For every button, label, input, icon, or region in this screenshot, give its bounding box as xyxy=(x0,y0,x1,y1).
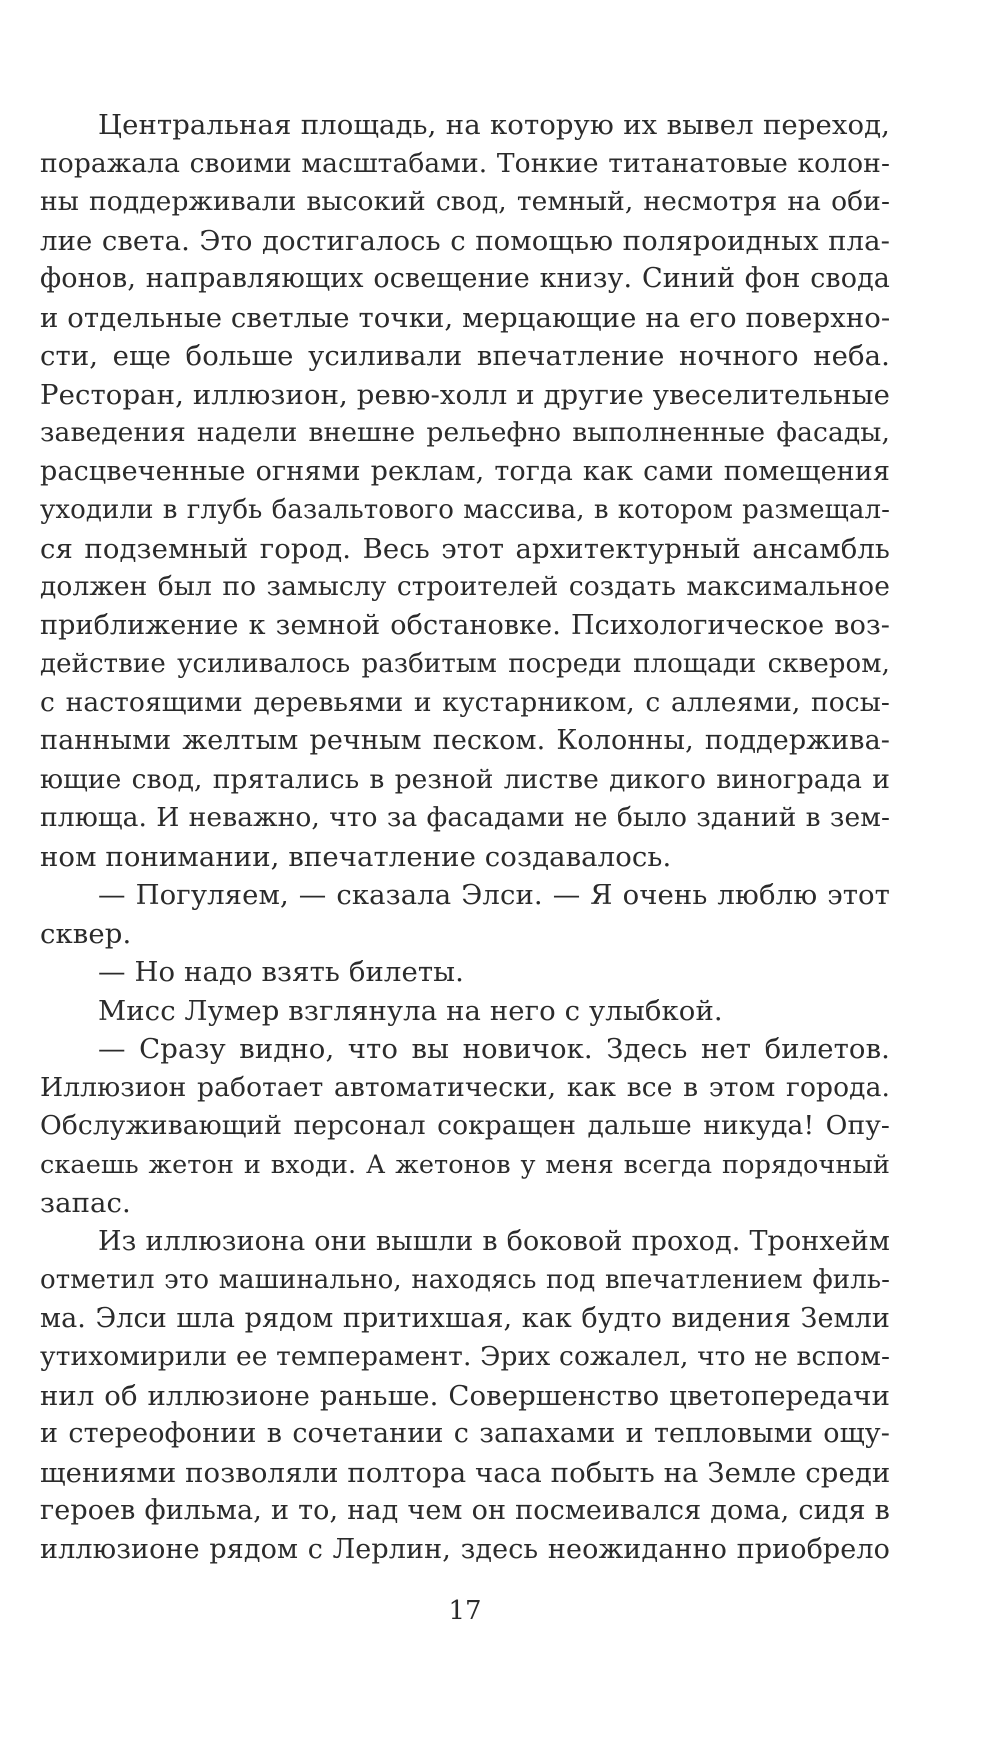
text-line: с настоящими деревьями и кустарником, с аллеями, посы- xyxy=(40,686,890,718)
text-line: запас. xyxy=(40,1187,131,1219)
text-line: плюща. И неважно, что за фасадами не было зданий в зем- xyxy=(40,802,890,833)
text-line: фонов, направляющих освещение книзу. Синий фон свода xyxy=(40,263,890,294)
text-line: действие усиливалось разбитым посреди площади сквером, xyxy=(40,649,890,679)
text-line: — Но надо взять билеты. xyxy=(98,956,465,988)
text-line: ся подземный город. Весь этот архитектурный ансамбль xyxy=(40,532,890,565)
text-line: Ресторан, иллюзион, ревю-холл и другие увеселительные xyxy=(40,378,890,411)
text-line: отметил это машинально, находясь под впечатлением филь- xyxy=(40,1265,890,1295)
text-line: ющие свод, прятались в резной листве дикого винограда и xyxy=(40,763,890,795)
text-line: щениями позволяли полтора часа побыть на Земле среди xyxy=(40,1456,891,1489)
text-line: скаешь жетон и входи. А жетонов у меня всегда порядочный xyxy=(40,1149,890,1180)
text-line: ма. Элси шла рядом притихшая, как будто видения Земли xyxy=(40,1302,890,1334)
text-line: иллюзионе рядом с Лерлин, здесь неожиданно приобрело xyxy=(40,1533,890,1565)
text-line: сквер. xyxy=(40,917,132,950)
page-number: 17 xyxy=(448,1596,482,1626)
text-line: и стереофонии в сочетании с запахами и тепловыми ощу- xyxy=(40,1418,890,1449)
text-line: заведения надели внешне рельефно выполненные фасады, xyxy=(40,417,890,448)
text-line: должен был по замыслу строителей создать максимальное xyxy=(40,571,890,602)
text-line: приближение к земной обстановке. Психологическое воз- xyxy=(40,609,890,641)
text-line: Мисс Лумер взглянула на него с улыбкой. xyxy=(98,994,723,1027)
text-line: расцвеченные огнями реклам, тогда как сами помещения xyxy=(40,455,890,487)
text-line: Из иллюзиона они вышли в боковой проход. Тронхейм xyxy=(98,1225,890,1257)
text-line: поражала своими масштабами. Тонкие титанатовые колон- xyxy=(40,147,890,179)
text-line: нил об иллюзионе раньше. Совершенство цветопередачи xyxy=(40,1379,890,1412)
text-line: утихомирили ее темперамент. Эрих сожалел, что не вспом- xyxy=(40,1341,890,1372)
text-line: лие света. Это достигалось с помощью поляроидных пла- xyxy=(40,224,890,257)
text-line: и отдельные светлые точки, мерцающие на его поверхно- xyxy=(40,301,891,334)
text-line: — Погуляем, — сказала Элси. — Я очень люблю этот xyxy=(98,879,890,911)
text-line: сти, еще больше усиливали впечатление ночного неба. xyxy=(40,340,890,372)
text-line: уходили в глубь базальтового массива, в котором размещал- xyxy=(40,495,890,525)
text-line: героев фильма, и то, над чем он посмеивался дома, сидя в xyxy=(40,1495,890,1526)
text-line: Центральная площадь, на которую их вывел переход, xyxy=(98,109,890,141)
text-line: ном понимании, впечатление создавалось. xyxy=(40,840,672,873)
text-line: Иллюзион работает автоматически, как все в этом города. xyxy=(40,1071,890,1103)
body-text xyxy=(40,106,890,1569)
text-line: — Сразу видно, что вы новичок. Здесь нет билетов. xyxy=(98,1033,890,1065)
text-line: ны поддерживали высокий свод, темный, несмотря на оби- xyxy=(40,186,890,217)
text-line: Обслуживающий персонал сокращен дальше никуда! Опу- xyxy=(40,1110,890,1141)
text-line: панными желтым речным песком. Колонны, поддержива- xyxy=(40,725,890,756)
